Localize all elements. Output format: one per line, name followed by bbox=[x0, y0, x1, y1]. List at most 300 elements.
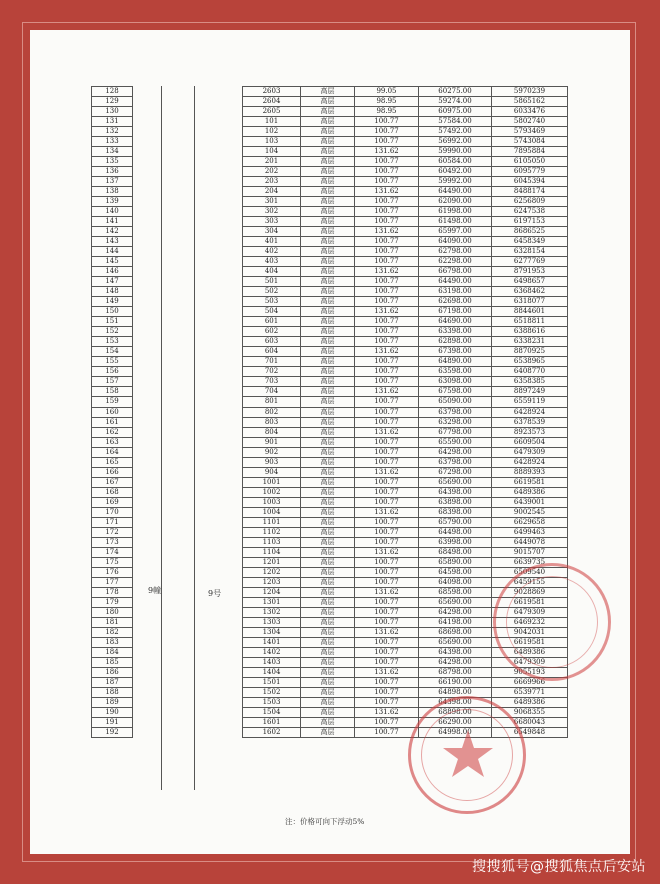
index-row bbox=[92, 607, 133, 617]
index-row bbox=[92, 137, 133, 147]
unit-price-cell: 61498.00 bbox=[419, 217, 492, 227]
unit-cell: 801 bbox=[243, 397, 301, 407]
area-cell: 131.62 bbox=[355, 587, 419, 597]
unit-cell: 1002 bbox=[243, 487, 301, 497]
type-cell: 高层 bbox=[301, 107, 355, 117]
table-row bbox=[243, 467, 568, 477]
total-price-cell: 6489386 bbox=[492, 697, 568, 707]
unit-cell: 902 bbox=[243, 447, 301, 457]
total-price-cell: 6197153 bbox=[492, 217, 568, 227]
official-seal-stamp bbox=[493, 563, 611, 681]
row-index-cell: 138 bbox=[92, 187, 133, 197]
index-row bbox=[92, 637, 133, 647]
index-row bbox=[92, 657, 133, 667]
table-row bbox=[243, 127, 568, 137]
index-row bbox=[92, 227, 133, 237]
area-cell: 131.62 bbox=[355, 347, 419, 357]
unit-price-cell: 68398.00 bbox=[419, 507, 492, 517]
unit-cell: 303 bbox=[243, 217, 301, 227]
unit-cell: 1103 bbox=[243, 537, 301, 547]
area-cell: 100.77 bbox=[355, 277, 419, 287]
unit-price-cell: 61998.00 bbox=[419, 207, 492, 217]
row-index-cell: 142 bbox=[92, 227, 133, 237]
unit-cell: 402 bbox=[243, 247, 301, 257]
unit-price-cell: 64598.00 bbox=[419, 567, 492, 577]
row-index-cell: 179 bbox=[92, 597, 133, 607]
unit-price-cell: 64098.00 bbox=[419, 577, 492, 587]
area-cell: 100.77 bbox=[355, 687, 419, 697]
total-price-cell: 8791953 bbox=[492, 267, 568, 277]
area-cell: 100.77 bbox=[355, 497, 419, 507]
area-cell: 100.77 bbox=[355, 677, 419, 687]
table-row bbox=[243, 297, 568, 307]
area-cell: 131.62 bbox=[355, 387, 419, 397]
type-cell: 高层 bbox=[301, 327, 355, 337]
table-row bbox=[243, 537, 568, 547]
type-cell: 高层 bbox=[301, 87, 355, 97]
unit-price-cell: 57584.00 bbox=[419, 117, 492, 127]
area-cell: 131.62 bbox=[355, 267, 419, 277]
area-cell: 100.77 bbox=[355, 217, 419, 227]
table-row bbox=[243, 547, 568, 557]
type-cell: 高层 bbox=[301, 217, 355, 227]
type-cell: 高层 bbox=[301, 567, 355, 577]
unit-cell: 1101 bbox=[243, 517, 301, 527]
area-cell: 98.95 bbox=[355, 97, 419, 107]
table-row bbox=[243, 167, 568, 177]
unit-price-cell: 63298.00 bbox=[419, 417, 492, 427]
unit-price-cell: 62898.00 bbox=[419, 337, 492, 347]
type-cell: 高层 bbox=[301, 467, 355, 477]
row-index-cell: 161 bbox=[92, 417, 133, 427]
type-cell: 高层 bbox=[301, 497, 355, 507]
index-row bbox=[92, 187, 133, 197]
area-cell: 100.77 bbox=[355, 447, 419, 457]
total-price-cell: 6033476 bbox=[492, 107, 568, 117]
building-label: 9幢 bbox=[148, 586, 162, 595]
table-row bbox=[243, 697, 568, 707]
total-price-cell: 6629658 bbox=[492, 517, 568, 527]
type-cell: 高层 bbox=[301, 297, 355, 307]
index-row bbox=[92, 687, 133, 697]
area-cell: 100.77 bbox=[355, 167, 419, 177]
index-row bbox=[92, 297, 133, 307]
index-row bbox=[92, 667, 133, 677]
table-row bbox=[243, 287, 568, 297]
row-index-cell: 189 bbox=[92, 697, 133, 707]
unit-price-cell: 67798.00 bbox=[419, 427, 492, 437]
unit-cell: 901 bbox=[243, 437, 301, 447]
unit-price-cell: 64090.00 bbox=[419, 237, 492, 247]
type-cell: 高层 bbox=[301, 347, 355, 357]
unit-cell: 103 bbox=[243, 137, 301, 147]
unit-price-cell: 63898.00 bbox=[419, 497, 492, 507]
area-cell: 131.62 bbox=[355, 507, 419, 517]
unit-cell: 202 bbox=[243, 167, 301, 177]
type-cell: 高层 bbox=[301, 307, 355, 317]
total-price-cell: 6449078 bbox=[492, 537, 568, 547]
area-cell: 100.77 bbox=[355, 527, 419, 537]
unit-price-cell: 62090.00 bbox=[419, 197, 492, 207]
type-cell: 高层 bbox=[301, 157, 355, 167]
total-price-cell: 6509540 bbox=[492, 567, 568, 577]
index-row bbox=[92, 97, 133, 107]
index-row bbox=[92, 617, 133, 627]
total-price-cell: 6680043 bbox=[492, 717, 568, 727]
row-index-cell: 170 bbox=[92, 507, 133, 517]
table-row bbox=[243, 257, 568, 267]
area-cell: 131.62 bbox=[355, 147, 419, 157]
total-price-cell: 6559119 bbox=[492, 397, 568, 407]
index-row bbox=[92, 337, 133, 347]
total-price-cell: 6428924 bbox=[492, 457, 568, 467]
unit-price-cell: 56992.00 bbox=[419, 137, 492, 147]
total-price-cell: 9068355 bbox=[492, 707, 568, 717]
row-index-cell: 128 bbox=[92, 87, 133, 97]
unit-cell: 1202 bbox=[243, 567, 301, 577]
total-price-cell: 8870925 bbox=[492, 347, 568, 357]
index-row bbox=[92, 217, 133, 227]
unit-price-cell: 68798.00 bbox=[419, 667, 492, 677]
unit-cell: 104 bbox=[243, 147, 301, 157]
area-cell: 100.77 bbox=[355, 327, 419, 337]
row-index-cell: 143 bbox=[92, 237, 133, 247]
area-cell: 131.62 bbox=[355, 707, 419, 717]
table-row bbox=[243, 337, 568, 347]
total-price-cell: 6479309 bbox=[492, 657, 568, 667]
area-cell: 100.77 bbox=[355, 177, 419, 187]
total-price-cell: 6498657 bbox=[492, 277, 568, 287]
type-cell: 高层 bbox=[301, 437, 355, 447]
area-cell: 99.05 bbox=[355, 87, 419, 97]
row-index-cell: 131 bbox=[92, 117, 133, 127]
row-index-cell: 165 bbox=[92, 457, 133, 467]
table-row bbox=[243, 157, 568, 167]
unit-price-cell: 67598.00 bbox=[419, 387, 492, 397]
area-cell: 100.77 bbox=[355, 367, 419, 377]
unit-price-cell: 67298.00 bbox=[419, 467, 492, 477]
row-index-cell: 173 bbox=[92, 537, 133, 547]
row-index-cell: 148 bbox=[92, 287, 133, 297]
row-index-cell: 141 bbox=[92, 217, 133, 227]
index-row bbox=[92, 597, 133, 607]
total-price-cell: 8844601 bbox=[492, 307, 568, 317]
area-cell: 100.77 bbox=[355, 237, 419, 247]
row-index-cell: 133 bbox=[92, 137, 133, 147]
type-cell: 高层 bbox=[301, 537, 355, 547]
index-row bbox=[92, 728, 133, 738]
row-index-cell: 186 bbox=[92, 667, 133, 677]
type-cell: 高层 bbox=[301, 237, 355, 247]
total-price-cell: 8889393 bbox=[492, 467, 568, 477]
building-number-label: 9号 bbox=[208, 589, 222, 598]
unit-cell: 503 bbox=[243, 297, 301, 307]
unit-price-cell: 68498.00 bbox=[419, 547, 492, 557]
total-price-cell: 6328154 bbox=[492, 247, 568, 257]
type-cell: 高层 bbox=[301, 447, 355, 457]
area-cell: 100.77 bbox=[355, 257, 419, 267]
table-row bbox=[243, 477, 568, 487]
type-cell: 高层 bbox=[301, 477, 355, 487]
area-cell: 131.62 bbox=[355, 427, 419, 437]
row-index-cell: 162 bbox=[92, 427, 133, 437]
unit-cell: 101 bbox=[243, 117, 301, 127]
unit-price-cell: 64490.00 bbox=[419, 277, 492, 287]
table-row bbox=[243, 517, 568, 527]
area-cell: 100.77 bbox=[355, 337, 419, 347]
row-index-cell: 155 bbox=[92, 357, 133, 367]
index-row bbox=[92, 247, 133, 257]
unit-price-cell: 66798.00 bbox=[419, 267, 492, 277]
index-row bbox=[92, 157, 133, 167]
unit-price-cell: 67198.00 bbox=[419, 307, 492, 317]
index-row bbox=[92, 257, 133, 267]
area-cell: 100.77 bbox=[355, 657, 419, 667]
unit-price-cell: 60492.00 bbox=[419, 167, 492, 177]
unit-cell: 704 bbox=[243, 387, 301, 397]
total-price-cell: 5865162 bbox=[492, 97, 568, 107]
index-row bbox=[92, 267, 133, 277]
table-row bbox=[243, 147, 568, 157]
area-cell: 100.77 bbox=[355, 417, 419, 427]
area-cell: 100.77 bbox=[355, 487, 419, 497]
index-row bbox=[92, 117, 133, 127]
index-row bbox=[92, 647, 133, 657]
unit-cell: 1503 bbox=[243, 697, 301, 707]
table-row bbox=[243, 557, 568, 567]
unit-price-cell: 65997.00 bbox=[419, 227, 492, 237]
total-price-cell: 6479309 bbox=[492, 607, 568, 617]
row-index-cell: 166 bbox=[92, 467, 133, 477]
unit-cell: 1504 bbox=[243, 707, 301, 717]
total-price-cell: 6378539 bbox=[492, 417, 568, 427]
row-index-cell: 147 bbox=[92, 277, 133, 287]
unit-price-cell: 65690.00 bbox=[419, 597, 492, 607]
type-cell: 高层 bbox=[301, 687, 355, 697]
type-cell: 高层 bbox=[301, 207, 355, 217]
row-index-cell: 154 bbox=[92, 347, 133, 357]
unit-cell: 701 bbox=[243, 357, 301, 367]
area-cell: 100.77 bbox=[355, 567, 419, 577]
type-cell: 高层 bbox=[301, 657, 355, 667]
index-row bbox=[92, 507, 133, 517]
index-row bbox=[92, 327, 133, 337]
total-price-cell: 8897249 bbox=[492, 387, 568, 397]
unit-price-cell: 65790.00 bbox=[419, 517, 492, 527]
table-row bbox=[243, 457, 568, 467]
price-note: 注：价格可向下浮动5% bbox=[285, 817, 365, 826]
total-price-cell: 6619581 bbox=[492, 477, 568, 487]
row-index-cell: 164 bbox=[92, 447, 133, 457]
unit-cell: 1104 bbox=[243, 547, 301, 557]
index-row bbox=[92, 397, 133, 407]
row-index-cell: 146 bbox=[92, 267, 133, 277]
unit-cell: 1303 bbox=[243, 617, 301, 627]
index-row bbox=[92, 317, 133, 327]
unit-price-cell: 63798.00 bbox=[419, 457, 492, 467]
unit-cell: 2605 bbox=[243, 107, 301, 117]
unit-price-cell: 63198.00 bbox=[419, 287, 492, 297]
table-row bbox=[243, 317, 568, 327]
type-cell: 高层 bbox=[301, 647, 355, 657]
unit-cell: 403 bbox=[243, 257, 301, 267]
table-row bbox=[243, 207, 568, 217]
type-cell: 高层 bbox=[301, 417, 355, 427]
row-index-cell: 177 bbox=[92, 577, 133, 587]
index-row bbox=[92, 447, 133, 457]
area-cell: 100.77 bbox=[355, 597, 419, 607]
row-index-cell: 145 bbox=[92, 257, 133, 267]
table-row bbox=[243, 87, 568, 97]
area-cell: 100.77 bbox=[355, 117, 419, 127]
unit-cell: 604 bbox=[243, 347, 301, 357]
table-row bbox=[243, 137, 568, 147]
index-column-table bbox=[91, 86, 133, 738]
table-row bbox=[243, 307, 568, 317]
row-index-cell: 184 bbox=[92, 647, 133, 657]
total-price-cell: 6105050 bbox=[492, 157, 568, 167]
row-index-cell: 183 bbox=[92, 637, 133, 647]
index-row bbox=[92, 437, 133, 447]
type-cell: 高层 bbox=[301, 287, 355, 297]
unit-cell: 903 bbox=[243, 457, 301, 467]
unit-price-cell: 65590.00 bbox=[419, 437, 492, 447]
area-cell: 100.77 bbox=[355, 457, 419, 467]
unit-price-cell: 65690.00 bbox=[419, 477, 492, 487]
type-cell: 高层 bbox=[301, 677, 355, 687]
area-cell: 100.77 bbox=[355, 477, 419, 487]
unit-price-cell: 62698.00 bbox=[419, 297, 492, 307]
unit-price-cell: 63998.00 bbox=[419, 537, 492, 547]
area-cell: 100.77 bbox=[355, 637, 419, 647]
total-price-cell: 5802740 bbox=[492, 117, 568, 127]
index-row bbox=[92, 147, 133, 157]
unit-cell: 1001 bbox=[243, 477, 301, 487]
type-cell: 高层 bbox=[301, 177, 355, 187]
index-row bbox=[92, 87, 133, 97]
row-index-cell: 171 bbox=[92, 517, 133, 527]
type-cell: 高层 bbox=[301, 457, 355, 467]
unit-cell: 603 bbox=[243, 337, 301, 347]
type-cell: 高层 bbox=[301, 277, 355, 287]
index-row bbox=[92, 417, 133, 427]
unit-cell: 1401 bbox=[243, 637, 301, 647]
total-price-cell: 6428924 bbox=[492, 407, 568, 417]
table-row bbox=[243, 377, 568, 387]
unit-cell: 102 bbox=[243, 127, 301, 137]
unit-price-cell: 63798.00 bbox=[419, 407, 492, 417]
area-cell: 131.62 bbox=[355, 307, 419, 317]
index-row bbox=[92, 287, 133, 297]
unit-cell: 802 bbox=[243, 407, 301, 417]
total-price-cell: 6459155 bbox=[492, 577, 568, 587]
unit-price-cell: 57492.00 bbox=[419, 127, 492, 137]
unit-cell: 904 bbox=[243, 467, 301, 477]
row-index-cell: 175 bbox=[92, 557, 133, 567]
row-index-cell: 182 bbox=[92, 627, 133, 637]
unit-cell: 702 bbox=[243, 367, 301, 377]
total-price-cell: 6639735 bbox=[492, 557, 568, 567]
unit-cell: 1601 bbox=[243, 717, 301, 727]
area-cell: 100.77 bbox=[355, 617, 419, 627]
index-row bbox=[92, 457, 133, 467]
table-row bbox=[243, 197, 568, 207]
unit-price-cell: 64398.00 bbox=[419, 487, 492, 497]
total-price-cell: 6619581 bbox=[492, 597, 568, 607]
type-cell: 高层 bbox=[301, 247, 355, 257]
unit-cell: 204 bbox=[243, 187, 301, 197]
unit-cell: 703 bbox=[243, 377, 301, 387]
table-row bbox=[243, 437, 568, 447]
area-cell: 131.62 bbox=[355, 187, 419, 197]
type-cell: 高层 bbox=[301, 517, 355, 527]
unit-cell: 504 bbox=[243, 307, 301, 317]
row-index-cell: 152 bbox=[92, 327, 133, 337]
table-row bbox=[243, 397, 568, 407]
unit-price-cell: 62798.00 bbox=[419, 247, 492, 257]
total-price-cell: 8923573 bbox=[492, 427, 568, 437]
unit-cell: 301 bbox=[243, 197, 301, 207]
area-cell: 98.95 bbox=[355, 107, 419, 117]
type-cell: 高层 bbox=[301, 427, 355, 437]
area-cell: 100.77 bbox=[355, 407, 419, 417]
unit-price-cell: 63398.00 bbox=[419, 327, 492, 337]
index-row bbox=[92, 407, 133, 417]
unit-price-cell: 64298.00 bbox=[419, 607, 492, 617]
row-index-cell: 129 bbox=[92, 97, 133, 107]
row-index-cell: 135 bbox=[92, 157, 133, 167]
total-price-cell: 6368462 bbox=[492, 287, 568, 297]
index-row bbox=[92, 717, 133, 727]
index-row bbox=[92, 357, 133, 367]
index-row bbox=[92, 237, 133, 247]
total-price-cell: 6499463 bbox=[492, 527, 568, 537]
total-price-cell: 6277769 bbox=[492, 257, 568, 267]
total-price-cell: 6408770 bbox=[492, 367, 568, 377]
unit-cell: 1403 bbox=[243, 657, 301, 667]
row-index-cell: 188 bbox=[92, 687, 133, 697]
type-cell: 高层 bbox=[301, 227, 355, 237]
row-index-cell: 132 bbox=[92, 127, 133, 137]
table-row bbox=[243, 387, 568, 397]
index-row bbox=[92, 697, 133, 707]
area-cell: 131.62 bbox=[355, 547, 419, 557]
unit-cell: 1003 bbox=[243, 497, 301, 507]
type-cell: 高层 bbox=[301, 407, 355, 417]
total-price-cell: 9055193 bbox=[492, 667, 568, 677]
table-row bbox=[243, 447, 568, 457]
index-row bbox=[92, 517, 133, 527]
type-cell: 高层 bbox=[301, 637, 355, 647]
unit-price-cell: 65690.00 bbox=[419, 637, 492, 647]
total-price-cell: 9028869 bbox=[492, 587, 568, 597]
area-cell: 100.77 bbox=[355, 557, 419, 567]
table-row bbox=[243, 707, 568, 717]
type-cell: 高层 bbox=[301, 597, 355, 607]
unit-cell: 1501 bbox=[243, 677, 301, 687]
row-index-cell: 185 bbox=[92, 657, 133, 667]
type-cell: 高层 bbox=[301, 707, 355, 717]
table-row bbox=[243, 347, 568, 357]
table-row bbox=[243, 357, 568, 367]
index-row bbox=[92, 427, 133, 437]
type-cell: 高层 bbox=[301, 267, 355, 277]
unit-cell: 1304 bbox=[243, 627, 301, 637]
row-index-cell: 187 bbox=[92, 677, 133, 687]
type-cell: 高层 bbox=[301, 397, 355, 407]
area-cell: 100.77 bbox=[355, 377, 419, 387]
unit-cell: 602 bbox=[243, 327, 301, 337]
